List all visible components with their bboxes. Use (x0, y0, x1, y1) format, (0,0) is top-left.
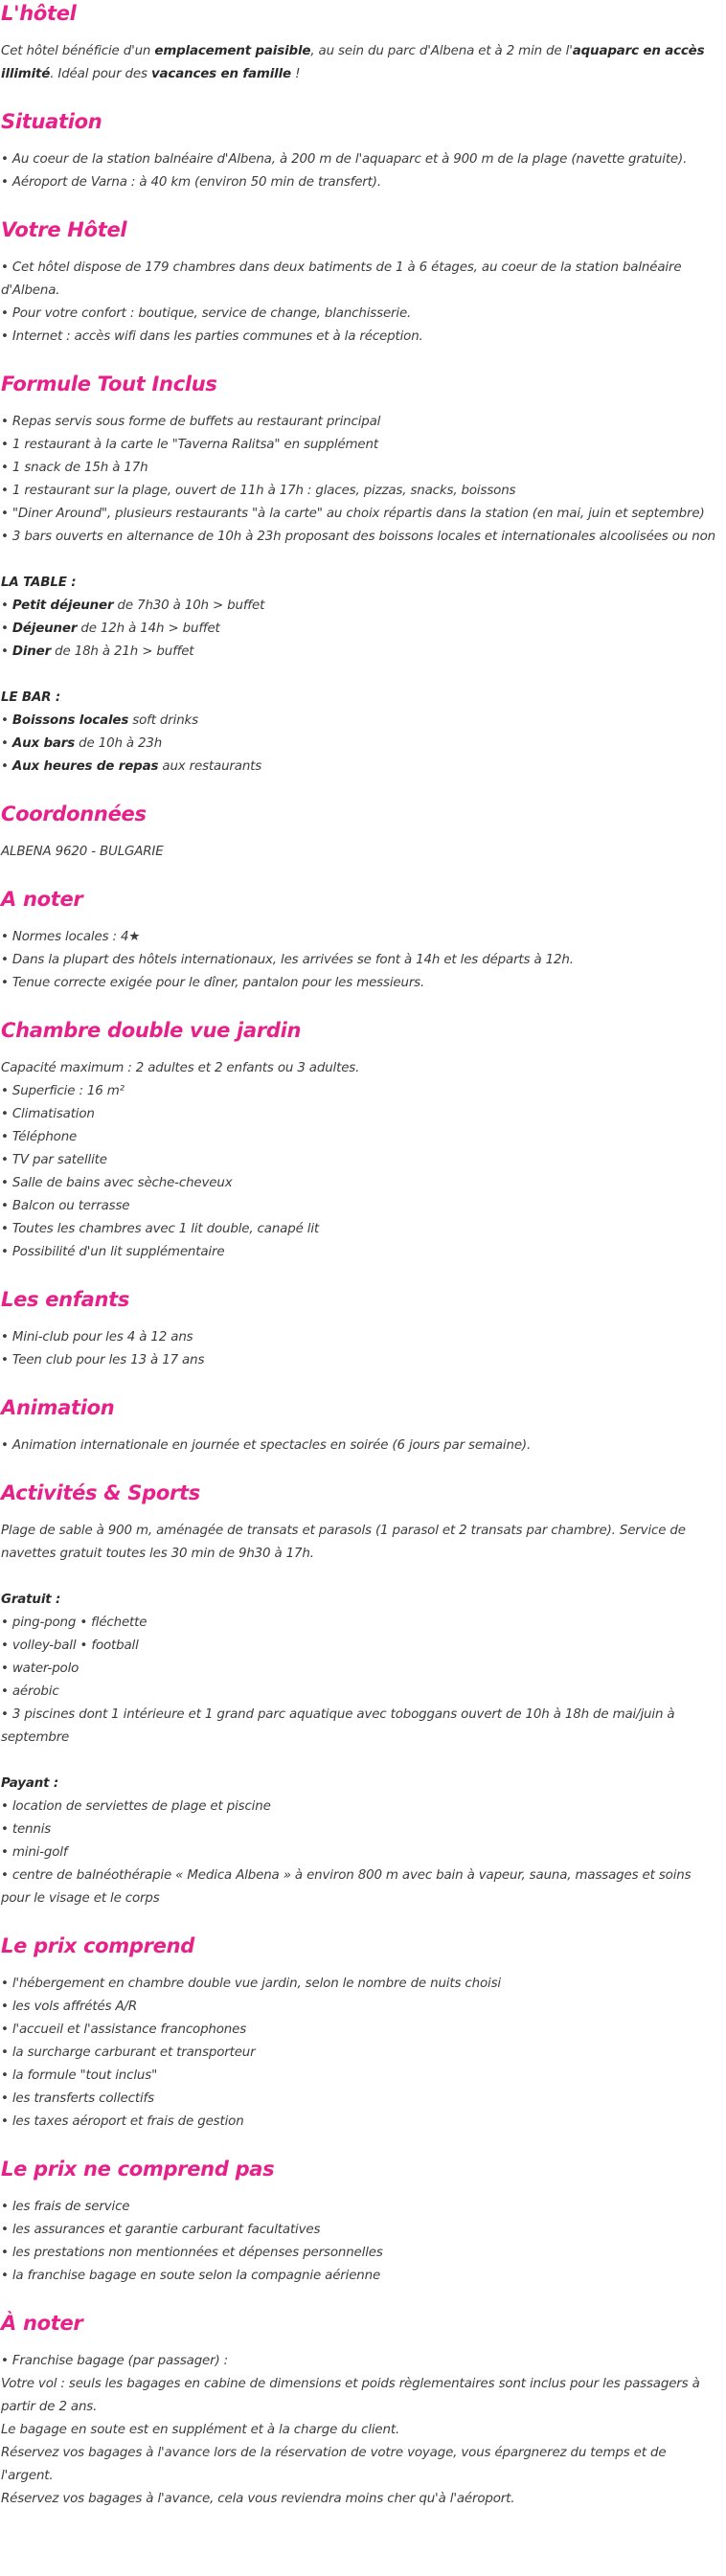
list-item: • la formule "tout inclus" (1, 2068, 158, 2083)
list-item: • mini-golf (1, 1845, 68, 1860)
section-hotel (1, 0, 721, 86)
list-item: • centre de balnéothérapie « Medica Albena » à environ 800 m avec bain à vapeur, sauna, massages et soins pour le visage et le corps (1, 1868, 692, 1906)
emphasis: Déjeuner (11, 621, 78, 636)
list-item: • location de serviettes de plage et piscine (1, 1799, 271, 1814)
list-item: • Teen club pour les 13 à 17 ans (1, 1353, 205, 1367)
subheading-bar (1, 687, 721, 710)
list-item: • Possibilité d'un lit supplémentaire (1, 1245, 225, 1259)
list-item: • TV par satellite (1, 1153, 107, 1167)
emphasis: vacances en famille (150, 67, 291, 81)
list-item: • les prestations non mentionnées et dépenses personnelles (1, 2246, 383, 2260)
list-item: Réservez vos bagages à l'avance, cela vous reviendra moins cher qu'à l'aéroport. (1, 2492, 515, 2506)
section-situation (1, 108, 721, 194)
list-item: • les vols affrétés A/R (1, 2000, 138, 2014)
activites-intro: Plage de sable à 900 m, aménagée de transats et parasols (1 parasol et 2 transats par chambre). Service de navettes gratuit toutes les 30 min de 9h30 à 17h. (1, 1524, 686, 1561)
text: de 18h à 21h > buffet (51, 644, 194, 659)
text: de 7h30 à 10h > buffet (113, 599, 265, 613)
text: de 12h à 14h > buffet (77, 621, 220, 636)
section-a-noter (1, 886, 721, 995)
section-animation (1, 1394, 721, 1457)
emphasis: Diner (11, 644, 52, 659)
list-item: • 1 restaurant à la carte le "Taverna Ralitsa" en supplément (1, 438, 378, 452)
list-item: • l'hébergement en chambre double vue jardin, selon le nombre de nuits choisi (1, 1977, 501, 1991)
section-title-activites: Activités & Sports (1, 1481, 200, 1504)
list-item: • 3 piscines dont 1 intérieure et 1 grand parc aquatique avec toboggans ouvert de 10h à 18h de mai/juin à septembre (1, 1707, 675, 1745)
list-item: • Toutes les chambres avec 1 lit double, canapé lit (1, 1222, 320, 1236)
section-title-prix-comprend: Le prix comprend (1, 1934, 194, 1957)
section-title-votre-hotel: Votre Hôtel (1, 218, 127, 241)
emphasis: Aux bars (11, 736, 76, 751)
subheading-label: Gratuit : (1, 1593, 61, 1607)
section-activites (1, 1480, 721, 1910)
text: ! (290, 67, 301, 81)
section-title-a-noter-bagage: À noter (1, 2312, 83, 2335)
list-item: • la surcharge carburant et transporteur (1, 2045, 256, 2060)
section-title-situation: Situation (1, 110, 102, 133)
list-item: • Climatisation (1, 1107, 95, 1121)
section-title-chambre: Chambre double vue jardin (1, 1019, 302, 1042)
list-item: • tennis (1, 1822, 52, 1837)
address: ALBENA 9620 - BULGARIE (1, 845, 164, 859)
text: . Idéal pour des (50, 67, 151, 81)
section-prix-comprend (1, 1932, 721, 2134)
list-item: • volley-ball • football (1, 1638, 139, 1653)
list-item: • Aux heures de repas aux restaurants (1, 759, 262, 774)
section-enfants (1, 1286, 721, 1372)
text: , au sein du parc d'Albena et à 2 min de l' (310, 44, 573, 58)
list-item: • Animation internationale en journée et spectacles en soirée (6 jours par semaine). (1, 1438, 532, 1453)
list-item: • la franchise bagage en soute selon la compagnie aérienne (1, 2269, 381, 2283)
section-title-prix-ne-comprend: Le prix ne comprend pas (1, 2158, 275, 2181)
section-formule (1, 371, 721, 779)
list-item: • les frais de service (1, 2200, 130, 2214)
list-item: Le bagage en soute est en supplément et à la charge du client. (1, 2423, 400, 2437)
list-item: • Balcon ou terrasse (1, 1199, 130, 1213)
list-item: • Repas servis sous forme de buffets au restaurant principal (1, 415, 381, 429)
subheading-table (1, 572, 721, 595)
emphasis: emplacement paisible (154, 44, 311, 58)
list-item: • l'accueil et l'assistance francophones (1, 2022, 247, 2037)
section-title-a-noter: A noter (1, 888, 83, 911)
section-title-enfants: Les enfants (1, 1288, 130, 1311)
subheading-label: LE BAR : (1, 690, 61, 705)
section-coordonnees (1, 801, 721, 864)
section-prix-ne-comprend (1, 2156, 721, 2288)
list-item: • Mini-club pour les 4 à 12 ans (1, 1330, 193, 1344)
list-item: Capacité maximum : 2 adultes et 2 enfants ou 3 adultes. (1, 1061, 360, 1075)
list-item: • Pour votre confort : boutique, service de change, blanchisserie. (1, 306, 412, 321)
hotel-intro-paragraph (1, 40, 721, 86)
section-title-animation: Animation (1, 1396, 115, 1419)
list-item: • "Diner Around", plusieurs restaurants "à la carte" au choix répartis dans la station (en mai, juin et septembre) (1, 507, 705, 521)
list-item: • les transferts collectifs (1, 2091, 154, 2106)
emphasis: Aux heures de repas (11, 759, 159, 774)
list-item: Réservez vos bagages à l'avance lors de la réservation de votre voyage, vous épargnerez du temps et de l'argent. (1, 2446, 667, 2483)
list-item: • 1 restaurant sur la plage, ouvert de 11h à 17h : glaces, pizzas, snacks, boissons (1, 484, 516, 498)
list-item: • 3 bars ouverts en alternance de 10h à 23h proposant des boissons locales et internationales alcoolisées ou non (1, 530, 715, 544)
list-item: • Internet : accès wifi dans les parties communes et à la réception. (1, 329, 423, 344)
list-item: • les taxes aéroport et frais de gestion (1, 2114, 244, 2129)
list-item: • Dans la plupart des hôtels internationaux, les arrivées se font à 14h et les départs à 12h. (1, 953, 574, 967)
text: Cet hôtel bénéficie d'un (1, 44, 155, 58)
subheading-payant (1, 1773, 721, 1796)
list-item: • Aéroport de Varna : à 40 km (environ 50 min de transfert). (1, 175, 381, 190)
subheading-label: LA TABLE : (1, 576, 77, 590)
list-item: • Franchise bagage (par passager) : (1, 2354, 229, 2368)
hotel-intro (1, 40, 721, 86)
list-item: • Au coeur de la station balnéaire d'Albena, à 200 m de l'aquaparc et à 900 m de la plage (navette gratuite). (1, 152, 688, 167)
section-title-hotel: L'hôtel (1, 2, 77, 25)
list-item: • Déjeuner de 12h à 14h > buffet (1, 621, 220, 636)
list-item: • Tenue correcte exigée pour le dîner, pantalon pour les messieurs. (1, 976, 425, 990)
list-item: • les assurances et garantie carburant facultatives (1, 2223, 321, 2237)
emphasis: Boissons locales (11, 713, 129, 728)
text: aux restaurants (158, 759, 262, 774)
list-item: Votre vol : seuls les bagages en cabine de dimensions et poids règlementaires sont inclus pour les passagers à partir de 2 ans. (1, 2377, 700, 2414)
emphasis: aquaparc en accès illimité (1, 44, 705, 81)
section-title-coordonnees: Coordonnées (1, 802, 147, 825)
text: soft drinks (128, 713, 198, 728)
list-item: • ping-pong • fléchette (1, 1616, 147, 1630)
list-item: • Téléphone (1, 1130, 78, 1144)
subheading-gratuit (1, 1589, 721, 1612)
section-title-formule: Formule Tout Inclus (1, 373, 217, 395)
section-chambre (1, 1017, 721, 1264)
list-item: • Diner de 18h à 21h > buffet (1, 644, 194, 659)
list-item: • Salle de bains avec sèche-cheveux (1, 1176, 233, 1190)
text: de 10h à 23h (75, 736, 163, 751)
list-item: • Cet hôtel dispose de 179 chambres dans deux batiments de 1 à 6 étages, au coeur de la station balnéaire d'Albena. (1, 260, 682, 298)
list-item: • Boissons locales soft drinks (1, 713, 198, 728)
list-item: • Aux bars de 10h à 23h (1, 736, 163, 751)
list-item: • Petit déjeuner de 7h30 à 10h > buffet (1, 599, 265, 613)
list-item: • Normes locales : 4★ (1, 930, 141, 944)
section-a-noter-bagage (1, 2310, 721, 2511)
list-item: • 1 snack de 15h à 17h (1, 461, 148, 475)
list-item: • aérobic (1, 1684, 59, 1699)
section-votre-hotel (1, 216, 721, 349)
subheading-label: Payant : (1, 1776, 59, 1791)
emphasis: Petit déjeuner (11, 599, 114, 613)
list-item: • water-polo (1, 1661, 79, 1676)
list-item: • Superficie : 16 m² (1, 1084, 125, 1098)
